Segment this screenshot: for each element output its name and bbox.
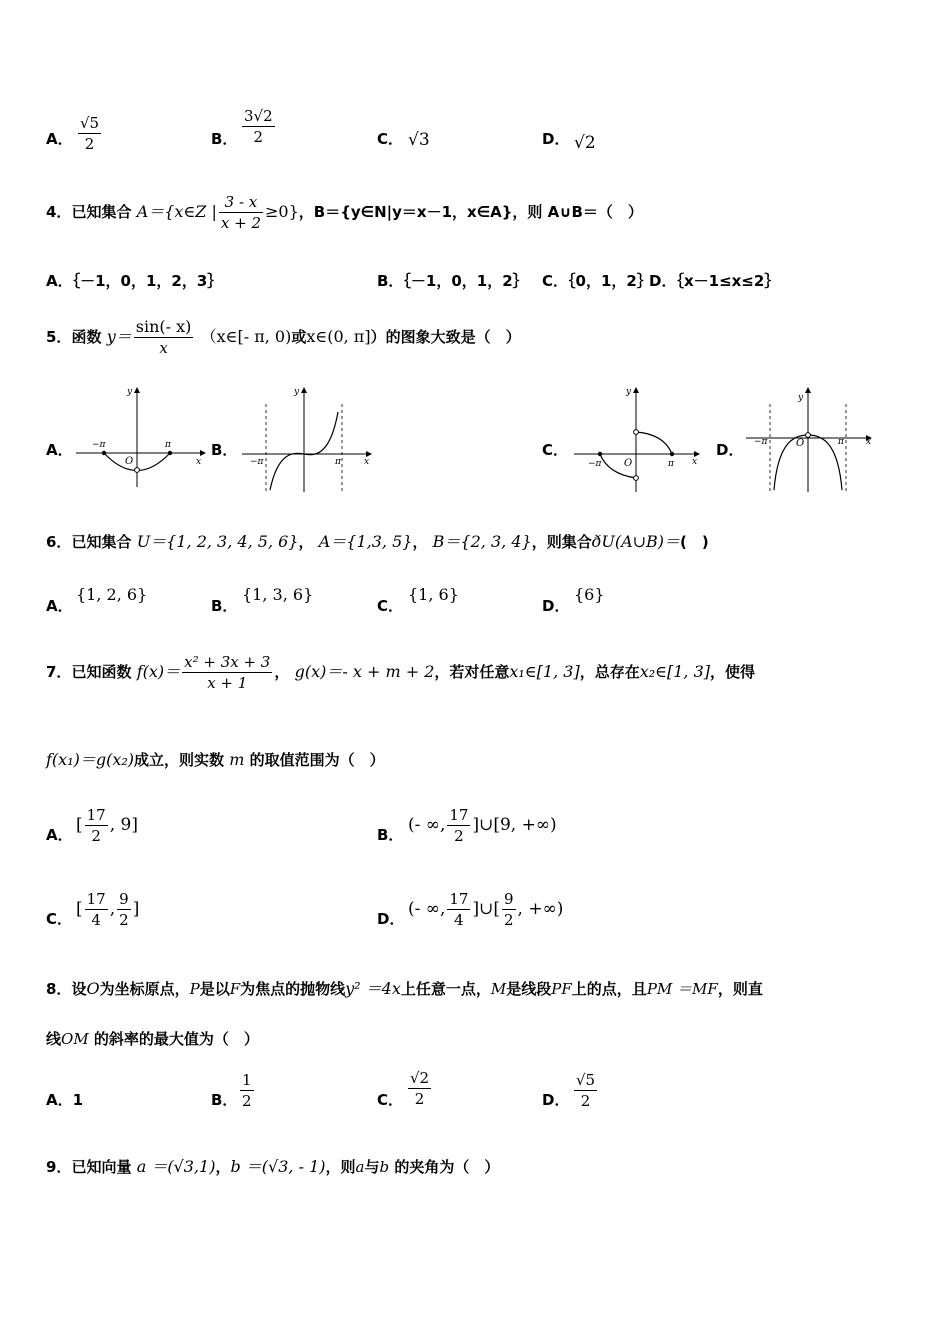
q8-option-b-value: $\frac{1}{2}$ [242,1071,252,1110]
q5-domain-1: （x∈[- π, 0) [200,327,292,346]
q7-option-a-label: A． [46,826,73,844]
q6-option-d-value: {6} [574,585,605,604]
q5-pre: 函数 [71,328,102,346]
q5-option-c-label: C． [542,441,569,459]
q8-pm-mf: PM ＝MF [646,980,718,998]
q6-option-a-value: {1, 2, 6} [76,585,148,604]
q4-number: 4． [46,203,72,221]
q6-complement: ðU(A∪B)＝ [591,532,681,551]
q6-stem: 6．已知集合 U＝{1, 2, 3, 4, 5, 6}， A＝{1,3, 5}， B＝{2, 3, 4}，则集合ðU(A∪B)＝( ) [46,532,709,551]
q7-pre: 已知函数 [71,663,132,681]
q8-number: 8． [46,980,72,998]
curve-right [636,432,672,454]
q5-graph-c [570,382,710,494]
q7-option-b-label: B． [377,826,404,844]
q8-m: M [490,980,507,998]
q6-option-b-value: {1, 3, 6} [242,585,314,604]
q5-domain-2: x∈(0, π] [306,327,371,346]
label-neg-pi: −π [588,459,602,469]
label-x: x [364,457,370,467]
q4-pre: 已知集合 [71,203,132,221]
label-x: x [866,437,872,447]
q6-option-a-label: A． [46,597,73,615]
label-pi: π [668,459,674,469]
q8-f: F [229,980,241,998]
q6-option-b-label: B． [211,597,238,615]
label-pi: π [165,440,171,450]
q8-stem-line2: 线OM 的斜率的最大值为（ ） [46,1030,259,1048]
q4-option-a: A．｛－1，0，1，2，3｝ [46,272,223,290]
q5-post: ）的图象大致是（ ） [370,328,521,346]
label-o: O [624,458,633,469]
q7-f-lhs: f(x)＝ [136,662,181,681]
q6-option-c-value: {1, 6} [408,585,459,604]
label-o: O [796,438,805,449]
q6-pre: 已知集合 [71,533,132,551]
q7-option-a-value: [ $\frac{17}{2}$ , 9] [76,806,138,845]
q8-option-b-label: B． [211,1091,238,1109]
q5-or: 或 [291,328,307,346]
q9-vector-a: a ＝(√3,1) [136,1157,216,1176]
q5-option-d-label: D． [716,441,744,459]
q7-option-c-label: C． [46,910,73,928]
q5-option-a-label: A． [46,441,73,459]
label-neg-pi: −π [250,457,264,467]
q4-stem [46,184,643,240]
q7-post: ，使得 [710,663,756,681]
label-y: y [798,393,804,403]
q6-set-b: B＝{2, 3, 4} [432,532,532,551]
q6-set-u: U＝{1, 2, 3, 4, 5, 6} [136,532,299,551]
q8-p: P [189,980,200,998]
q3-option-c-value: √3 [408,130,430,150]
q8-option-c-value: $\frac{√2}{2}$ [410,1069,430,1108]
q9-stem: 9．已知向量 a ＝(√3,1)，b ＝(√3, - 1)，则a与b 的夹角为（ ） [46,1157,500,1176]
label-pi: π [335,457,341,467]
q8-option-d-value: $\frac{√5}{2}$ [576,1071,596,1110]
q3-option-a-value: $\frac{√5}{2}$ [80,114,100,153]
label-y: y [626,387,632,397]
q7-number: 7． [46,663,72,681]
q8-pf: PF [551,980,572,998]
q7-line2-text: 成立，则实数 [134,751,225,769]
q6-post: ( ) [680,533,709,551]
q4-fraction: $\frac{3 - x}{x + 2}$ [220,193,261,232]
label-o: O [125,456,134,467]
q7-line2-post: 的取值范围为（ ） [249,751,385,769]
q4-set-a-right: ≥0} [265,202,299,221]
q6-mid: ，则集合 [531,533,592,551]
q7-stem-line2 [46,742,385,778]
q3-option-b-value: $\frac{3√2}{2}$ [244,107,273,146]
q7-m: m [229,750,245,769]
label-y: y [294,387,300,397]
q6-set-a: A＝{1,3, 5} [318,532,413,551]
q8-option-a: A．1 [46,1091,84,1109]
label-neg-pi: −π [754,437,768,447]
q3-option-c-label: C． [377,130,404,148]
q3-option-d-label: D． [542,130,570,148]
q7-equation: f(x₁)＝g(x₂) [46,750,135,769]
q7-option-c-value: [ $\frac{17}{4}$ , $\frac{9}{2}$ ] [76,890,140,929]
label-x: x [196,457,202,467]
q6-number: 6． [46,533,72,551]
q4-option-b: B．｛－1，0，1，2｝ [377,272,528,290]
q3-option-d-value: √2 [574,133,596,153]
q8-om: OM [61,1030,89,1048]
q3-option-b-label: B． [211,130,238,148]
q8-stem: 8．设O为坐标原点，P是以F为焦点的抛物线y² ＝4x上任意一点，M是线段PF上的点，且PM ＝MF，则直 [46,979,763,998]
q7-mid1: ，若对任意 [434,663,510,681]
q8-option-c-label: C． [377,1091,404,1109]
q7-option-b-value: (- ∞, $\frac{17}{2}$ ]∪[9, +∞) [408,806,557,845]
q5-fraction: $\frac{\sin(- x)}{x}$ [135,317,192,357]
q5-option-b-label: B． [211,441,238,459]
q7-option-d-value: (- ∞, $\frac{17}{4}$ ]∪[ $\frac{9}{2}$ , +∞) [408,890,564,929]
q7-stem: 7．已知函数 f(x)＝ $\frac{\text{x² + 3x + 3}}{x + 1}$ ， g(x)＝- x + m + 2，若对任意x₁∈[1, 3]，总存在x₂∈[1, 3]，使得 [46,653,756,692]
label-y: y [127,387,133,397]
q6-option-d-label: D． [542,597,570,615]
label-neg-pi: −π [92,440,106,450]
q8-parabola: y² ＝4x [345,979,401,998]
q5-graph-a [72,382,212,492]
label-pi: π [838,437,844,447]
q7-mid2: ，总存在 [579,663,640,681]
q4-set-a-left: A＝{x∈Z | [136,202,217,221]
q7-x1: x₁∈[1, 3] [509,662,580,681]
q6-option-c-label: C． [377,597,404,615]
q5-stem [46,304,521,370]
q8-o: O [86,979,100,998]
q5-number: 5． [46,328,72,346]
q7-option-d-label: D． [377,910,405,928]
q4-option-c: C．｛0，1，2｝ [542,272,652,290]
q5-y-eq: y＝ [106,327,132,346]
q3-option-a-label: A． [46,130,73,148]
q5-graph-b [238,382,378,494]
q7-fraction: $\frac{\text{x² + 3x + 3}}{x + 1}$ [184,653,271,692]
q5-graph-d [742,382,882,494]
q7-g-def: g(x)＝- x + m + 2 [294,662,435,681]
q4-rest: ，B＝{y∈N|y＝x－1，x∈A}，则 A∪B＝（ ） [298,203,643,221]
q7-x2: x₂∈[1, 3] [639,662,710,681]
q9-vector-b: b ＝(√3, - 1) [230,1157,326,1176]
label-x: x [692,457,698,467]
q9-number: 9． [46,1158,72,1176]
q8-option-d-label: D． [542,1091,570,1109]
q4-option-d: D．｛x－1≤x≤2｝ [649,272,780,290]
